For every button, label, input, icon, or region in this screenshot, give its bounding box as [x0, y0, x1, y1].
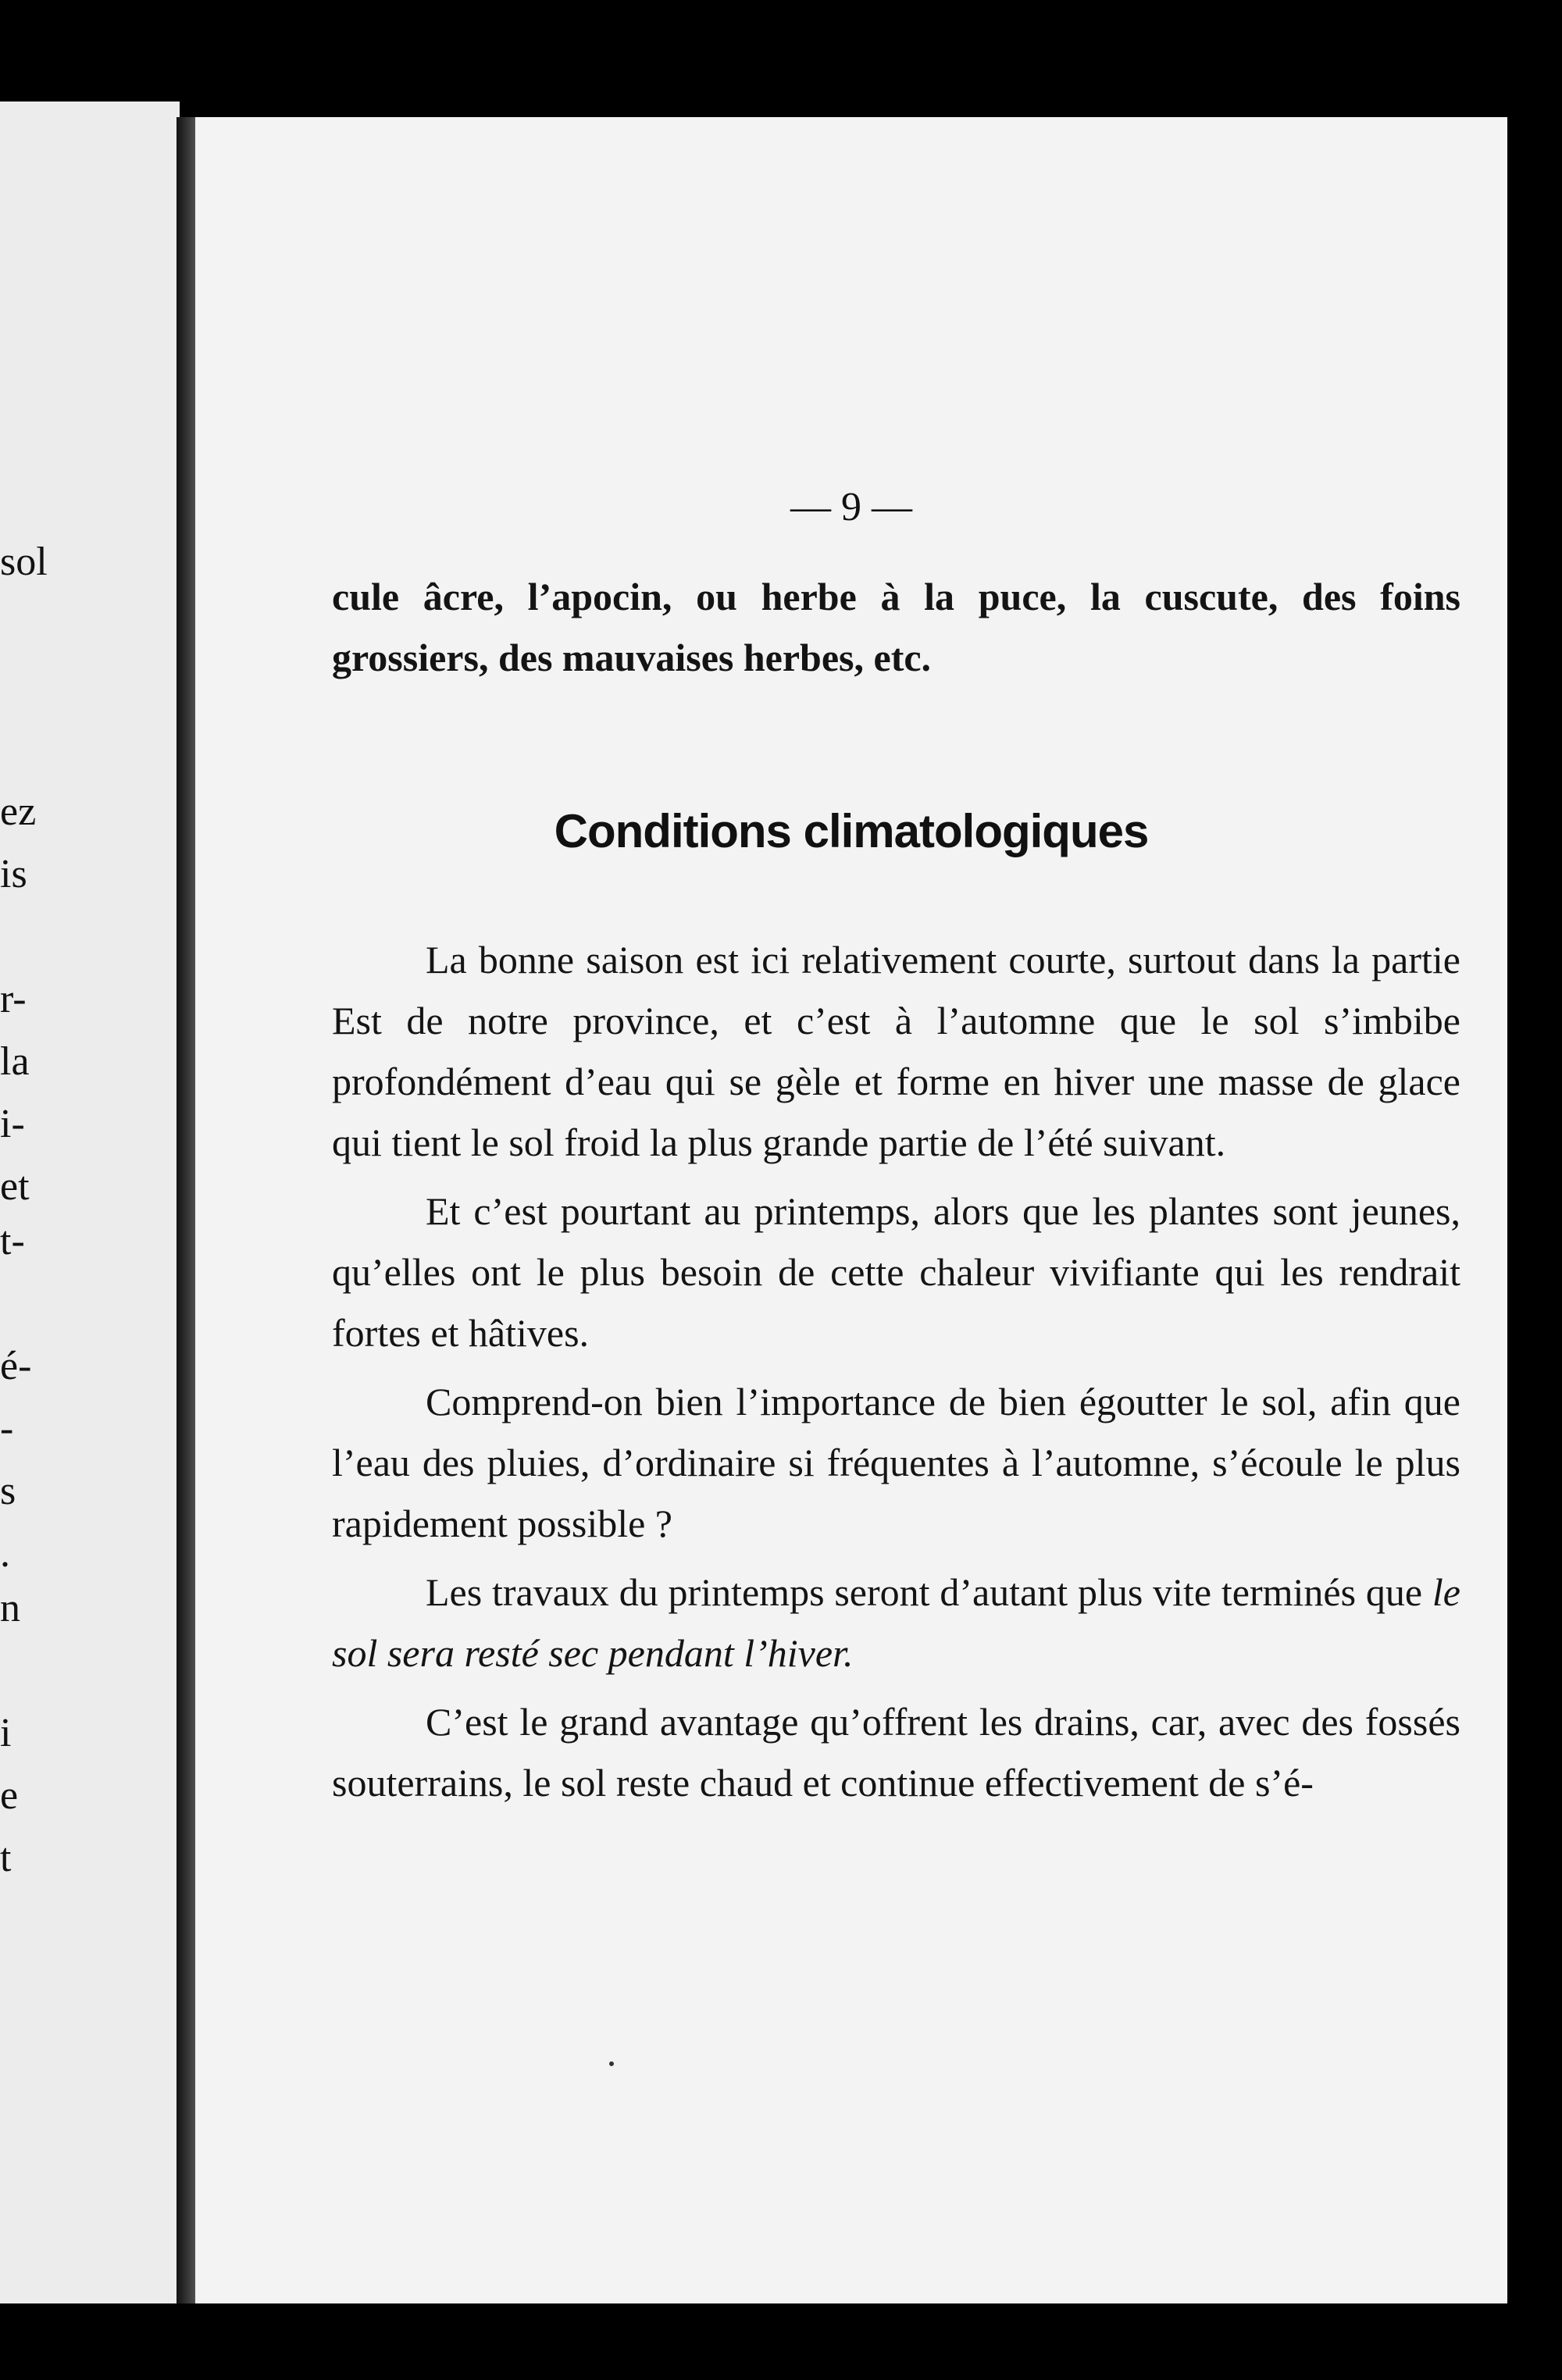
- left-page-fragment: e: [0, 1773, 19, 1818]
- left-page-fragment: s: [0, 1469, 16, 1513]
- left-page-fragment: é-: [0, 1344, 32, 1388]
- left-page-fragment: et: [0, 1164, 30, 1209]
- left-page-fragment: t: [0, 1836, 12, 1880]
- paragraph: Comprend-on bien l’importance de bien égoutter le sol, afin que l’eau des pluies, d’ordinaire si fréquentes à l’automne, s’écoule le plus rapidement possible ?: [332, 1380, 1460, 1545]
- paragraph-text: Les travaux du printemps seront d’autant plus vite terminés que: [426, 1570, 1432, 1614]
- opening-paragraph: cule âcre, l’apocin, ou herbe à la puce, la cuscute, des foins grossiers, des mauvaises herbes, etc.: [332, 575, 1460, 679]
- left-page-fragment: ez: [0, 789, 37, 834]
- paragraph: [332, 1562, 1460, 1683]
- left-page-fragment: -: [0, 1406, 14, 1451]
- page-number: — 9 —: [790, 485, 912, 529]
- italic-emphasis: le sol sera resté sec pendant l’hiver.: [332, 1570, 1460, 1675]
- left-page-fragment: is: [0, 852, 27, 896]
- paragraph: La bonne saison est ici relativement courte, surtout dans la partie Est de notre province, et c’est à l’automne que le sol s’imbibe profondément d’eau qui se gèle et forme en hiver une masse de glace qui tient le sol froid la plus grande partie de l’été suivant.: [332, 938, 1460, 1164]
- paragraph: C’est le grand avantage qu’offrent les drains, car, avec des fossés souterrains, le sol reste chaud et continue effectivement de s’é-: [332, 1700, 1460, 1805]
- left-page-fragment: r-: [0, 977, 27, 1021]
- left-page-fragment: sol: [0, 540, 48, 584]
- opening-text: [332, 566, 1460, 688]
- left-page-fragment: t-: [0, 1219, 25, 1263]
- speck: [609, 2061, 614, 2066]
- left-page-fragment: n: [0, 1586, 20, 1630]
- book-page: [195, 117, 1507, 2303]
- body-text: [332, 921, 1460, 1813]
- left-page-fragment: .: [0, 1531, 10, 1576]
- paragraph: Et c’est pourtant au printemps, alors que les plantes sont jeunes, qu’elles ont le plus besoin de cette chaleur vivifiante qui les rendrait fortes et hâtives.: [332, 1189, 1460, 1355]
- left-page-fragment: i-: [0, 1102, 25, 1146]
- left-page-fragment: la: [0, 1039, 30, 1084]
- section-heading: Conditions climatologiques: [554, 805, 1149, 857]
- left-page-fragment: i: [0, 1711, 12, 1755]
- left-page-edge: [0, 102, 180, 2303]
